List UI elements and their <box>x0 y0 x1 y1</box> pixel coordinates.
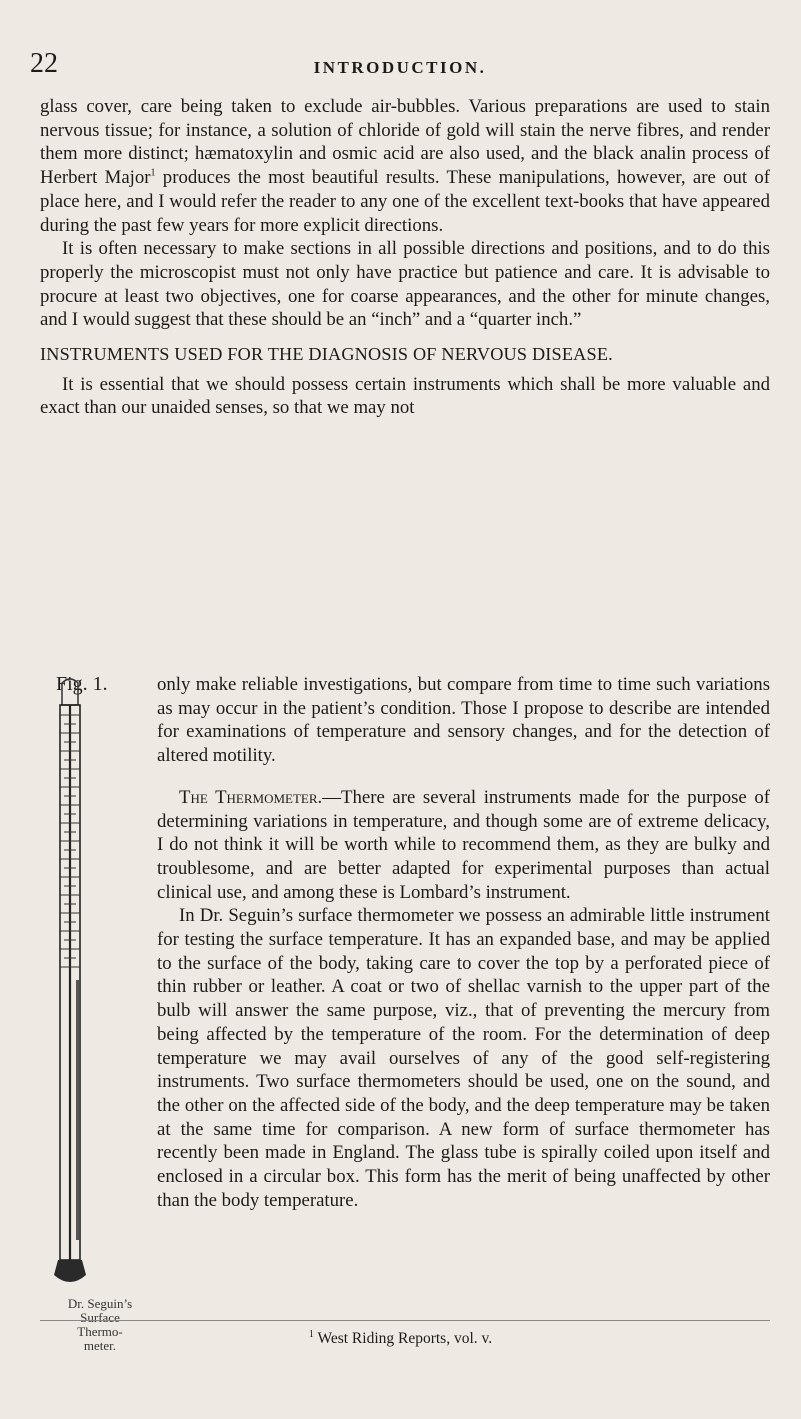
paragraph-thermometer-2: In Dr. Seguin’s surface thermometer we possess an admirable little instrument for testing the surface temperature. It has an expanded base, and may be applied to the surface of the body, taking care to cover the top by a perforated piece of thin rubber or leather. A coat or two of shellac varnish to the upper part of the bulb will answer the same purpose, viz., that of preventing the mercury from being affected by the temperature of the room. For the determination of deep temperature we may avail ourselves of any of the good self-registering instruments. Two surface thermometers should be used, one on the sound, and the other on the affected side of the body, and the deep temperature may be taken at the same time for comparison. A new form of surface thermometer has recently been made in England. The glass tube is spirally coiled upon itself and enclosed in a circular box. This form has the merit of being unaffected by other than the body temperature. <box>157 905 770 1211</box>
page-number: 22 <box>30 48 58 79</box>
paragraph-staining <box>40 95 770 237</box>
paragraph-instruments-cont: only make reliable investigations, but compare from time to time such variations as may occur in the patient’s condition. Those I propose to describe are intended for examinations of temperature and sensory changes, and for the detection of altered motility. <box>157 674 770 767</box>
thermometer-lead: The Thermometer. <box>179 786 323 808</box>
footnote-rule <box>40 1320 770 1321</box>
caption-line: Dr. Seguin’s <box>67 1296 133 1311</box>
paragraph-text: glass cover, care being taken to exclude air-bubbles. Various preparations are used to stain nervous tissue; for instance, a solution of chloride of gold will stain the nerve fibres, and render them more distinct; hæmatoxylin and osmic acid are also used, and the black analin process of Herbert Major <box>40 96 770 189</box>
body-text <box>40 95 770 420</box>
paragraph-sections: It is often necessary to make sections in all possible directions and positions, and to do this properly the microscopist must not only have practice but patience and care. It is advisable to procure at least two objectives, one for coarse appearances, and the other for minute changes, and I would suggest that these should be an “inch” and a “quarter inch.” <box>40 238 770 331</box>
footnote <box>0 1330 801 1348</box>
wrapped-text-column <box>157 673 770 1212</box>
caption-line: meter. <box>83 1338 117 1353</box>
caption-line: Surface <box>80 1310 120 1325</box>
section-heading: INSTRUMENTS USED FOR THE DIAGNOSIS OF NERVOUS DISEASE. <box>40 344 613 365</box>
caption-line: Thermo- <box>77 1324 123 1339</box>
running-head: INTRODUCTION. <box>313 58 487 77</box>
paragraph-thermometer-1 <box>157 786 770 905</box>
paragraph-instruments-start: It is essential that we should possess certain instruments which shall be more valuable and exact than our unaided senses, so that we may not <box>40 373 770 419</box>
footnote-marker: 1 <box>308 1328 314 1340</box>
thermometer-figure <box>40 675 104 1295</box>
page-header <box>30 50 770 84</box>
figure-label: Fig. 1. <box>56 673 108 695</box>
footnote-text: West Riding Reports, vol. v. <box>313 1330 493 1347</box>
paragraph-text: produces the most beautiful results. These manipulations, however, are out of place here, and I would refer the reader to any one of the excellent text-books that have appeared during the past few years for more explicit directions. <box>40 167 770 236</box>
thermometer-illustration <box>40 675 104 1295</box>
footnote-ref: 1 <box>150 167 156 179</box>
paragraph-text: —There are several instruments made for the purpose of determining variations in temperature, and though some are of extreme delicacy, I do not think it will be worth while to recommend them, as they are bulky and troublesome, and are better adapted for experimental purposes than actual clinical use, and among these is Lombard’s instrument. <box>157 786 770 903</box>
